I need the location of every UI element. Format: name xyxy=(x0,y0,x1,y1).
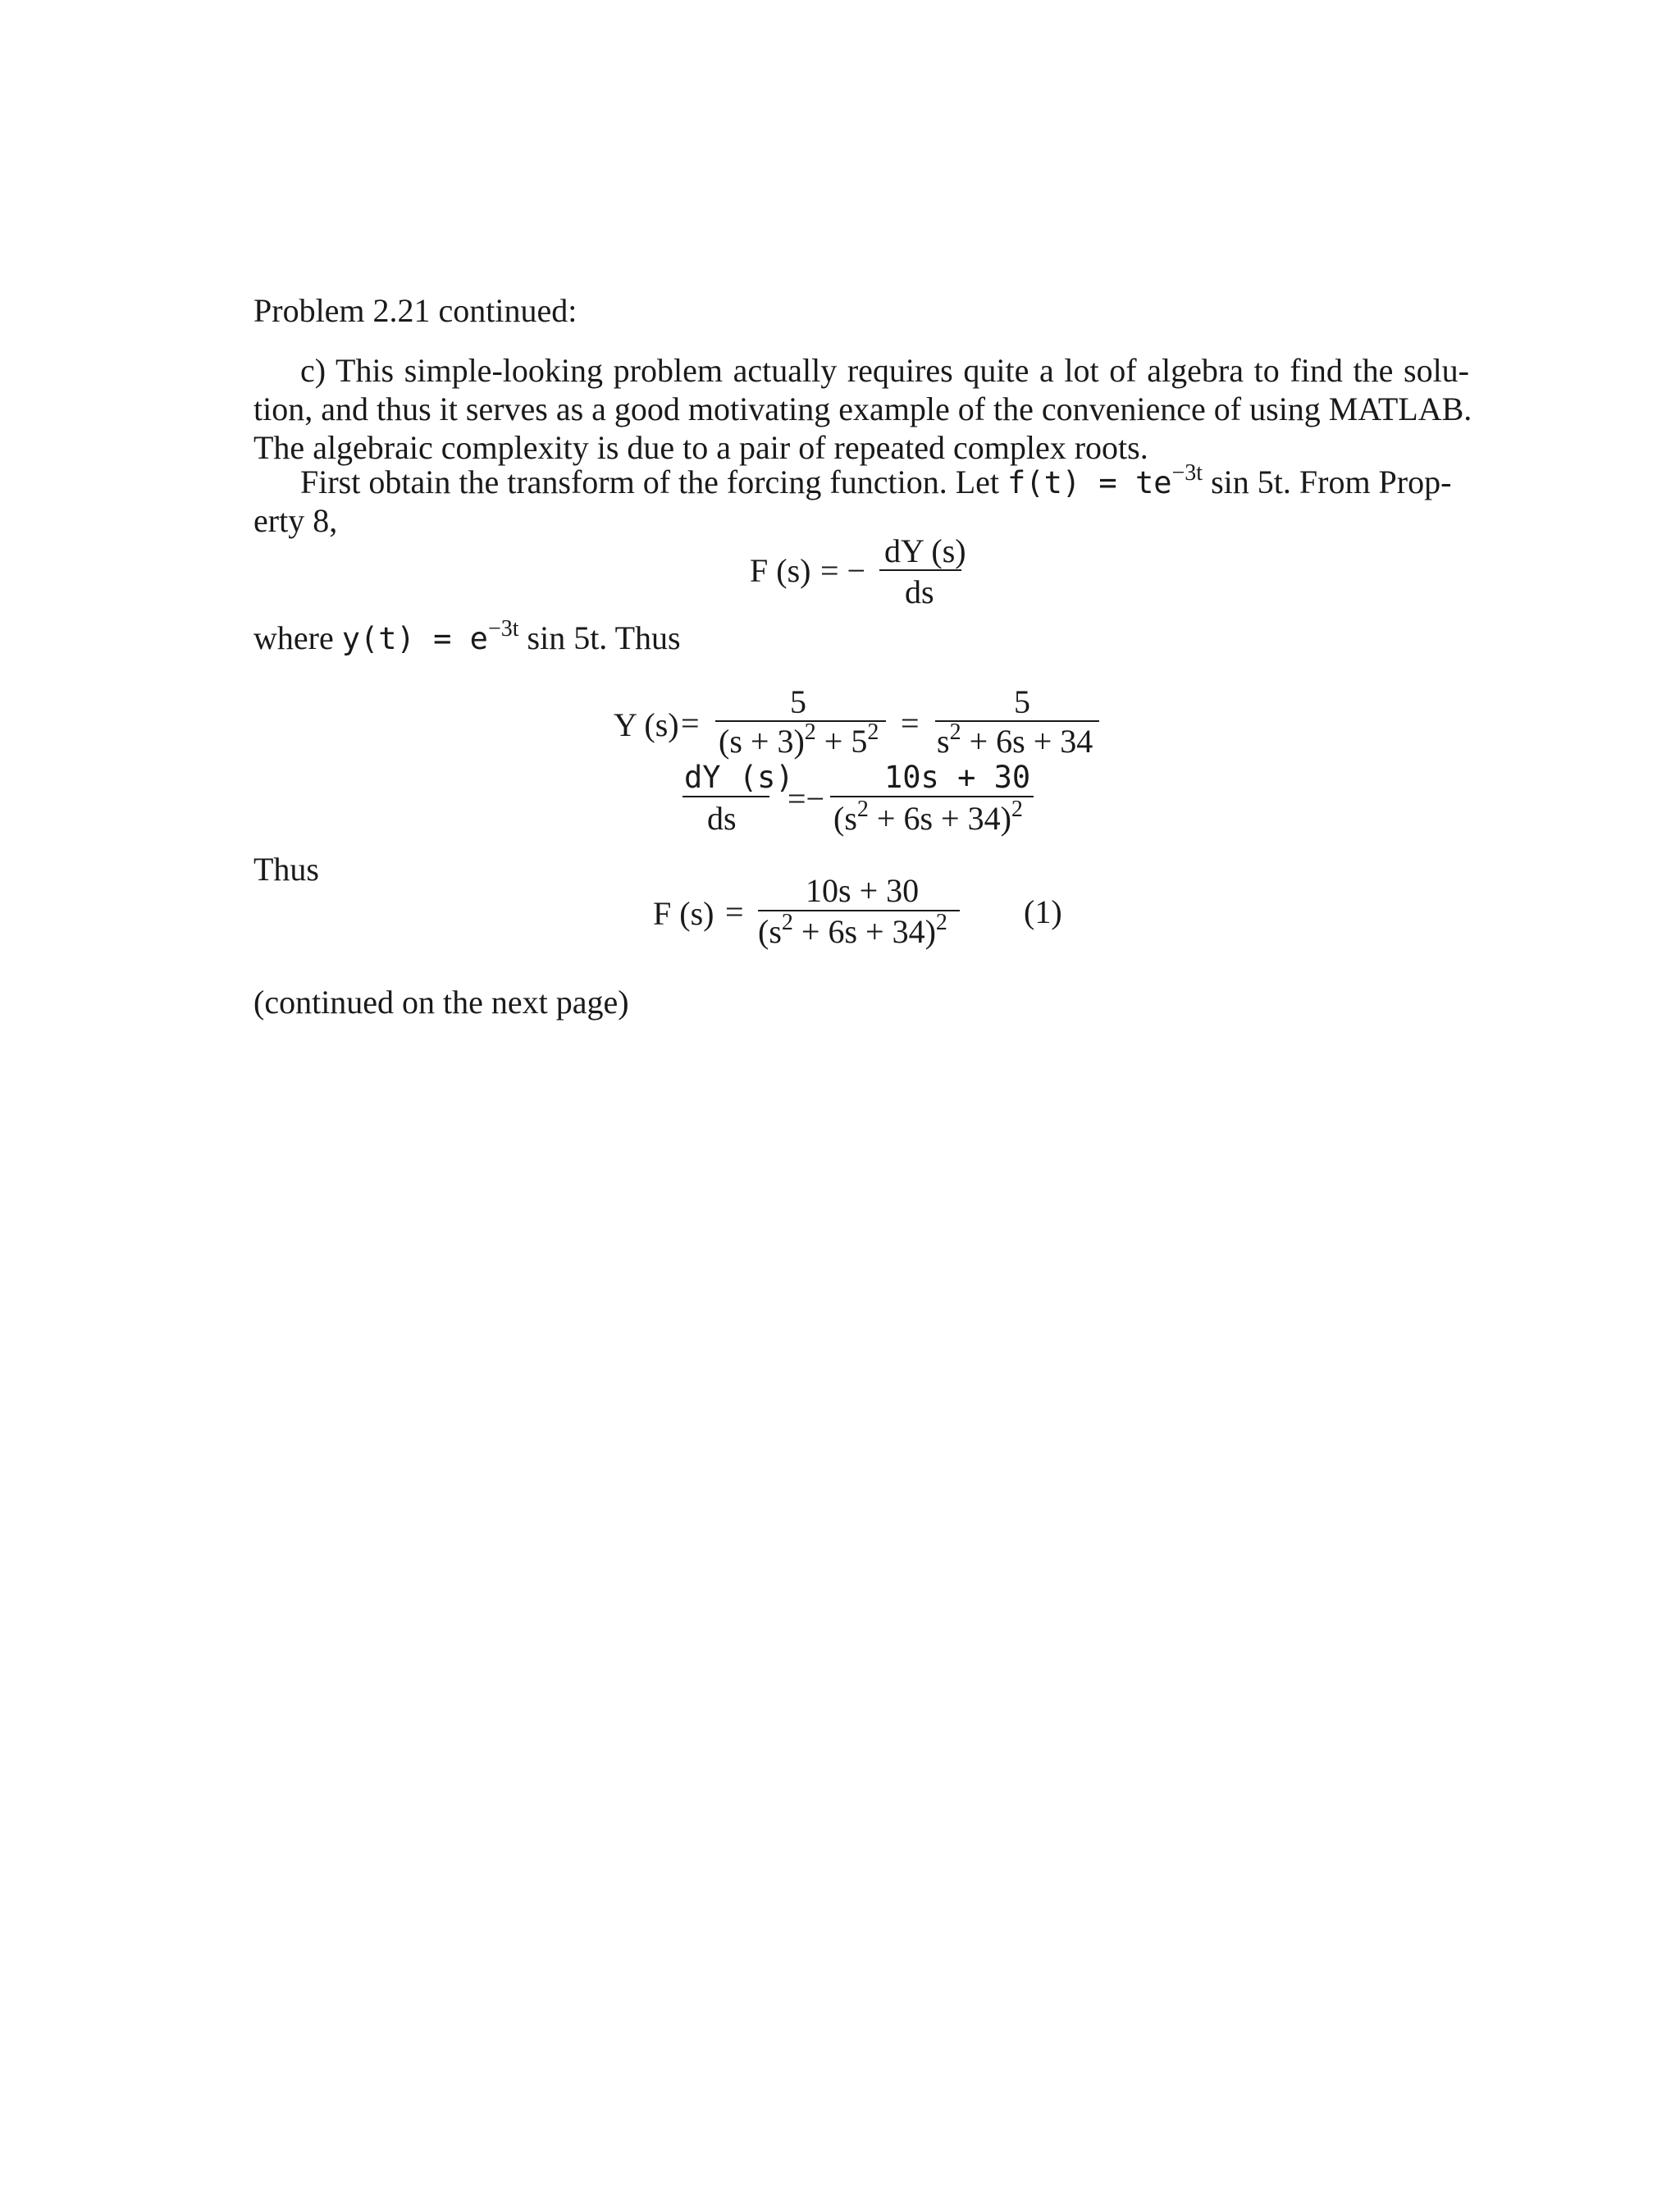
math-equals: = xyxy=(681,705,700,742)
math-numerator: 5 xyxy=(790,683,806,720)
math-text: (s xyxy=(833,800,857,837)
math-denominator: ds xyxy=(905,573,934,610)
paragraph-line: tion, and thus it serves as a good motivating example of the convenience of using MATLAB. xyxy=(253,391,1472,427)
math-text: + 6s + 34) xyxy=(792,913,936,950)
paragraph-text: where xyxy=(253,619,342,656)
math-text: + 5 xyxy=(815,723,868,760)
math-f-definition: f(t) = te xyxy=(1007,465,1172,500)
math-equals: = xyxy=(901,705,920,742)
math-lhs: Y (s) xyxy=(614,706,679,743)
fraction-bar xyxy=(879,569,961,571)
math-text: + 6s + 34 xyxy=(961,723,1093,760)
page-heading: Problem 2.21 continued: xyxy=(253,292,578,329)
math-text: (s + 3) xyxy=(719,723,805,760)
math-exponent: 2 xyxy=(856,797,869,822)
paragraph-text: sin 5t. From Prop- xyxy=(1203,464,1452,500)
paragraph-text: First obtain the transform of the forcing function. Let xyxy=(300,464,1008,500)
math-text: (s xyxy=(758,913,782,950)
math-numerator: dY (s) xyxy=(884,532,966,569)
thus-label: Thus xyxy=(253,851,319,888)
math-exponent: −3t xyxy=(487,616,519,642)
math-exponent: 2 xyxy=(1011,797,1023,822)
paragraph-line: c) This simple-looking problem actually requires quite a lot of algebra to find the solu- xyxy=(300,352,1469,389)
paragraph-forcing-line1 xyxy=(300,460,1452,505)
math-equals: = xyxy=(725,893,744,930)
math-exponent: 2 xyxy=(949,719,961,745)
equation-number: (1) xyxy=(1024,893,1062,930)
math-denominator xyxy=(833,799,1023,838)
math-numerator: 10s + 30 xyxy=(884,760,1031,795)
math-exponent: 2 xyxy=(935,910,947,935)
math-exponent: 2 xyxy=(867,719,879,745)
paragraph-line: The algebraic complexity is due to a pair of repeated complex roots. xyxy=(253,429,1148,466)
math-numerator: 10s + 30 xyxy=(806,872,920,909)
math-exponent: −3t xyxy=(1171,460,1203,486)
math-y-definition: y(t) = e xyxy=(341,621,488,656)
where-line xyxy=(253,616,681,661)
math-exponent: 2 xyxy=(804,719,816,745)
math-lhs-numerator: dY (s) xyxy=(684,760,794,795)
math-text: s xyxy=(937,723,950,760)
paragraph-text: sin 5t. Thus xyxy=(518,619,681,656)
math-exponent: 2 xyxy=(781,910,793,935)
continued-note: (continued on the next page) xyxy=(253,984,629,1021)
math-denominator xyxy=(758,912,947,951)
math-numerator: 5 xyxy=(1014,683,1030,720)
math-lhs-denominator: ds xyxy=(707,800,737,837)
fraction-bar xyxy=(682,796,769,797)
math-denominator xyxy=(719,719,879,760)
paragraph-forcing-line2: erty 8, xyxy=(253,502,338,539)
math-denominator xyxy=(937,719,1093,760)
math-equals-minus: = − xyxy=(820,552,866,589)
math-lhs: F (s) xyxy=(653,895,714,932)
math-text: + 6s + 34) xyxy=(868,800,1011,837)
math-equals-minus: =− xyxy=(788,780,825,817)
math-lhs: F (s) xyxy=(750,552,811,589)
